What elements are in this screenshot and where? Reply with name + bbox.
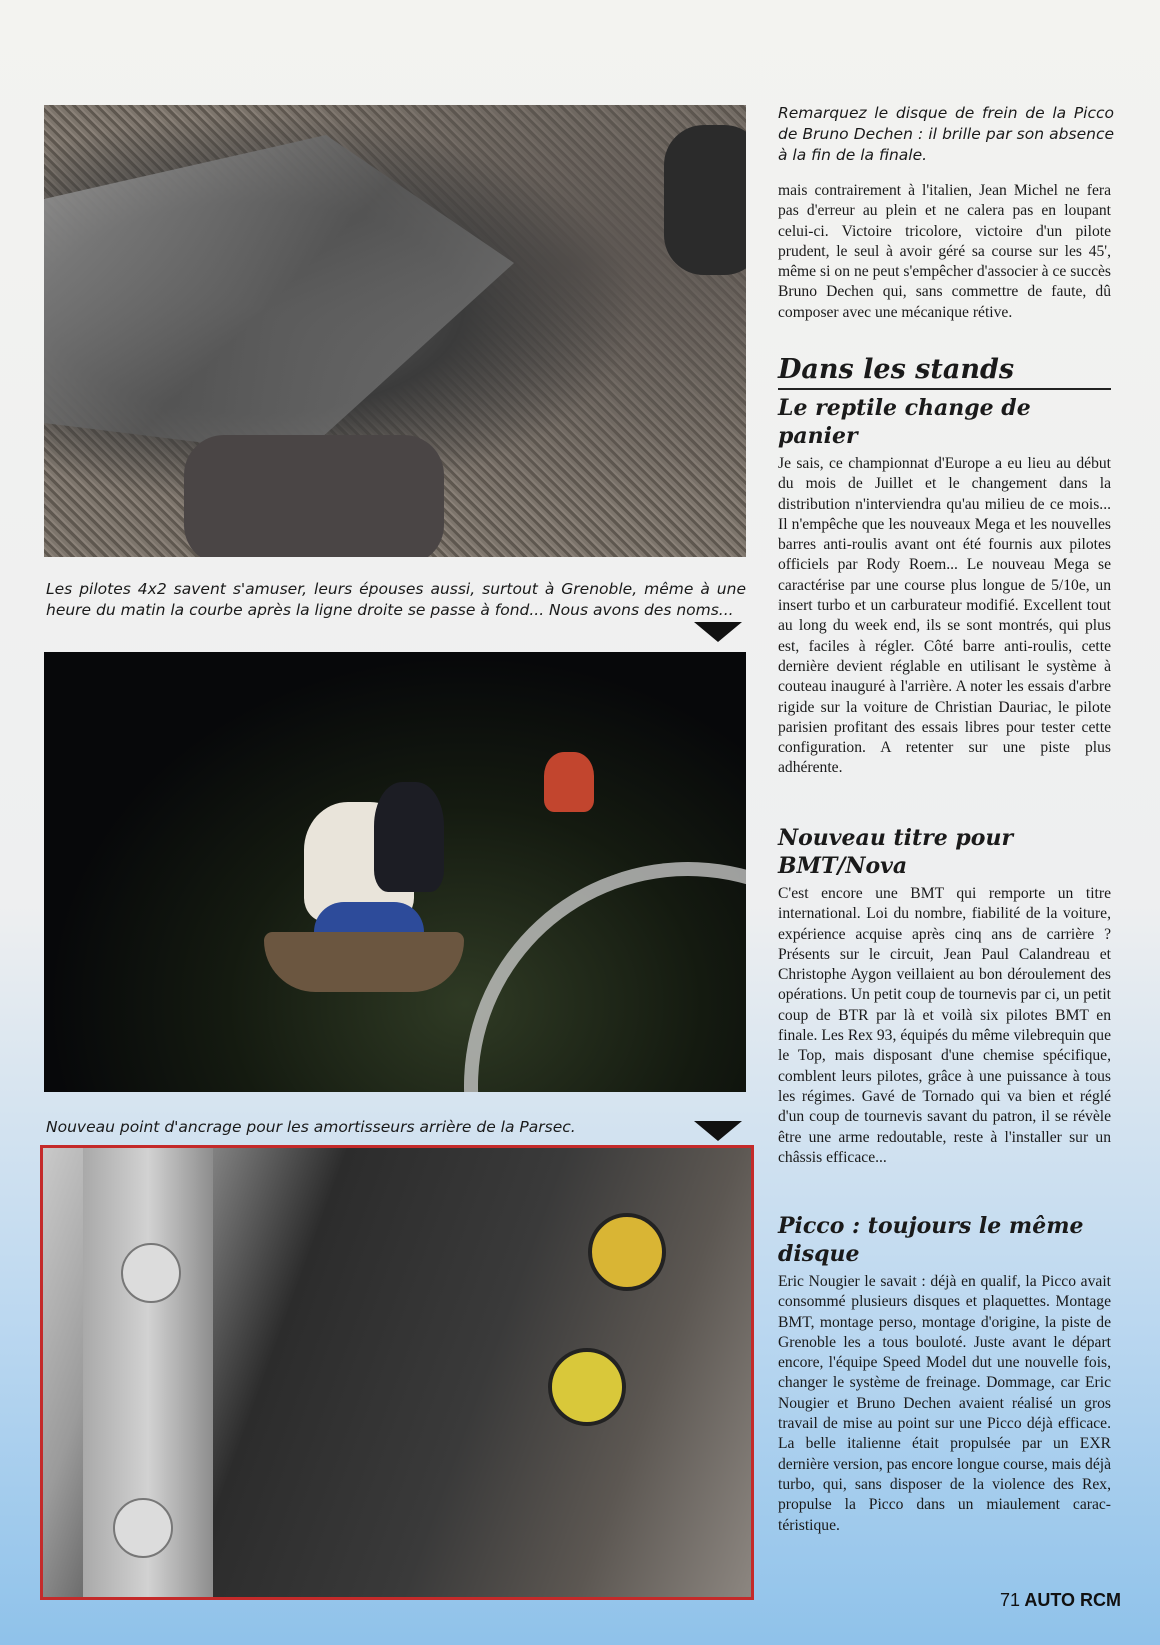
caption-picco-brake: Remarquez le disque de frein de la Picco de Bruno Dechen : il brille par son absence à la fin de la finale. (778, 104, 1114, 164)
person-dark (374, 782, 444, 892)
subsection-picco (778, 1212, 1111, 1536)
screw-head (113, 1498, 173, 1558)
subsection-reptile (778, 394, 1111, 779)
subsection-title: Picco : toujours le même disque (778, 1213, 1084, 1267)
screw-head (121, 1243, 181, 1303)
caption-photo-wheelbarrow: Les pilotes 4x2 savent s'amuser, leurs épouses aussi, surtout à Grenoble, même à une heure du matin la courbe après la ligne droite se passe à fond... Nous avons des noms... (46, 580, 746, 619)
subsection-title: Nouveau titre pour BMT/Nova (778, 825, 1014, 879)
magazine-name: AUTO RCM (1024, 1590, 1122, 1610)
page-footer (1000, 1590, 1121, 1611)
rear-wheel (184, 435, 444, 557)
front-wheel (664, 125, 746, 275)
caption-photo-parsec: Nouveau point d'ancrage pour les amortisseurs arrière de la Parsec. (46, 1118, 576, 1136)
caption-arrow-icon (694, 1121, 742, 1141)
subsection-text: Je sais, ce championnat d'Europe a eu lieu au début du mois de Juillet et le changement dans la distribution n'interviendra qu'au milieu de ce mois... Il n'empêche que les nouveaux Mega et les nouvelles barres anti-roulis avant ont été fournis aux pilotes officiels par Rody Roem... Le nouveau Mega se caractérise par une course plus longue de 5/10e, un insert turbo et un carburateur modifié. Excellent tout au long du week end, ils se sont montrés, qui plus est, faciles à régler. Côté barre anti-roulis, cette dernière devient réglable en utilisant le système à couteau inauguré à l'arrière. A noter les essais d'arbre rigide sur la voiture de Christian Dauriac, le pilote parisien profitant des essais libres pour tester cette configuration. A retenter sur une piste plus adhérente. (778, 455, 1111, 777)
subsection-title: Le reptile change de panier (778, 395, 1031, 449)
photo-suspension (40, 1145, 754, 1600)
caption-arrow-icon (694, 622, 742, 642)
page-number: 71 (1000, 1590, 1021, 1610)
photo-wheelbarrow-night (44, 652, 746, 1092)
photo-car-chassis (44, 105, 746, 557)
intro-column (778, 181, 1111, 323)
person-red-top (544, 752, 594, 812)
chassis-shape (44, 135, 514, 455)
subsection-text: C'est encore une BMT qui remporte un titre international. Loi du nombre, fiabilité de la voiture, expérience acquise après cinq ans de carrière ? Présents sur le circuit, Jean Paul Calandreau et Christophe Aygon veillaient au bon déroulement des opérations. Un petit coup de tournevis par ci, un petit coup de BTR par là et voilà six pilotes BMT en finale. Les Rex 93, équipés du même vilebrequin que le Top, mais disposant d'une chemise spécifique, comblent leurs pilotes, grâce à une puissance à tous les régimes. Gavé de Tornado qui va bien et réglé d'un coup de tournevis savant du patron, il se révèle être une arme redoutable, reste à l'installer sur un châssis efficace... (778, 885, 1111, 1166)
yellow-cap (588, 1213, 666, 1291)
yellow-cap (548, 1348, 626, 1426)
subsection-text: Eric Nougier le savait : déjà en qualif, la Picco avait consommé plusieurs disques et plaquettes. Montage BMT, montage perso, montage d'origine, la piste de Grenoble les a tous bouloté. Juste avant le départ encore, l'équipe Speed Model dut une nouvelle fois, changer le système de freinage. Dommage, car Eric Nougier et Bruno Dechen avaient réalisé un gros travail de mise au point sur une Picco déjà efficace. La belle italienne était propulsée par un EXR dernière version, pas encore longue course, mais déjà turbo, qui, sans disposer de la violence des Rex, propulse la Picco dans un miaulement caractéristique. (778, 1273, 1111, 1534)
wheelbarrow (264, 932, 464, 992)
section-title: Dans les stands (778, 354, 1111, 390)
intro-paragraph: mais contrairement à l'italien, Jean Michel ne fera pas d'erreur au plein et ne calera pas en loupant celui-ci. Victoire tricolore, victoire d'un pilote prudent, le seul à avoir géré sa course sur les 45', même si on ne peut s'empêcher d'associer à ce succès Bruno Dechen qui, sans commettre de faute, dû composer avec une mécanique rétive. (778, 182, 1111, 321)
subsection-bmt (778, 824, 1111, 1168)
